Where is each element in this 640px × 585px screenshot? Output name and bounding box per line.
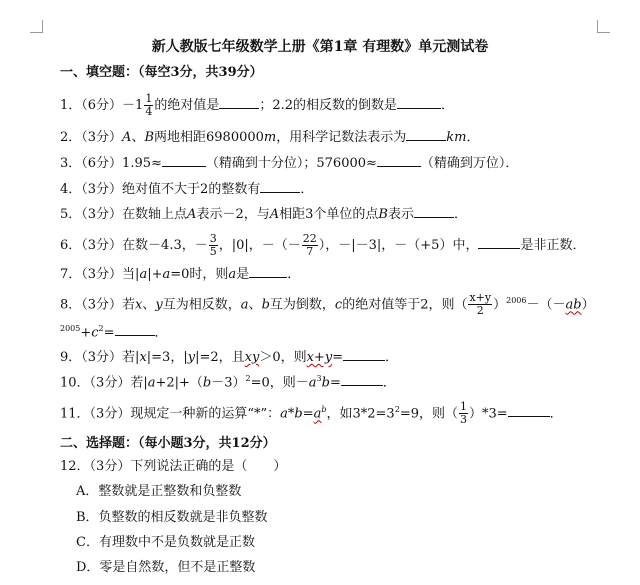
crop-mark-top-left xyxy=(30,20,43,33)
option-b[interactable]: B．负整数的相反数就是非负整数 xyxy=(76,510,268,525)
question-5: 5．（3分）在数轴上点A表示－2，与A相距3个单位的点B表示 ． xyxy=(60,203,612,224)
question-11: 11．（3分）现规定一种新的运算“*”：$a*b=a^b$，如$3*2=3^2=9$，则（ $\frac{1}{3}$ ）*3= ． xyxy=(60,400,563,427)
document-title: 新人教版七年级数学上册《第1章 有理数》单元测试卷 xyxy=(151,39,489,55)
section-choice-heading: 二、选择题：（每小题3分，共12分） xyxy=(60,436,276,451)
answer-blank[interactable] xyxy=(397,94,441,109)
fraction-q6-a: $\frac{3}{5}$ xyxy=(209,232,217,258)
question-12: 12．（3分）下列说法正确的是（ ） xyxy=(60,459,287,474)
option-a[interactable]: A．整数就是正整数和负整数 xyxy=(76,484,242,499)
question-1: 1．（6分）－1 $\frac{1}{4}$ 的绝对值是 ；2.2的相反数的倒数是 ． xyxy=(60,92,455,118)
fraction-q1: $\frac{1}{4}$ xyxy=(145,92,153,118)
answer-blank[interactable] xyxy=(219,94,259,109)
answer-blank[interactable] xyxy=(115,321,155,336)
answer-blank[interactable] xyxy=(478,234,520,249)
question-8: 8．（3分）若x、y互为相反数，a、b互为倒数，c的绝对值等于2，则（ $\frac{x+y}{2}$ ）$^{2006}$－（－ab） xyxy=(60,291,595,318)
answer-blank[interactable] xyxy=(377,152,421,167)
question-9: 9．（3分）若|x|=3，|y|=2，且xy＞0，则x+y= ． xyxy=(60,346,612,367)
section-fill-in-heading: 一、填空题：（每空3分，共39分） xyxy=(60,65,263,80)
question-4: 4．（3分）绝对值不大于2的整数有 ． xyxy=(60,178,612,199)
option-c[interactable]: C．有理数中不是负数就是正数 xyxy=(76,535,255,550)
answer-blank[interactable] xyxy=(508,402,550,417)
question-3: 3．（6分）1.95≈ （精确到十分位）；576000≈ （精确到万位）． xyxy=(60,152,612,173)
option-d[interactable]: D．零是自然数，但不是正整数 xyxy=(76,560,256,575)
answer-blank[interactable] xyxy=(406,126,446,141)
answer-blank[interactable] xyxy=(260,178,300,193)
fraction-q6-b: $\frac{22}{7}$ xyxy=(302,232,317,258)
question-8-continued: $^{2005}+c^2=$ ． xyxy=(60,320,612,342)
question-10: 10．（3分）若$|a+2|+(b-3)^2=0$，则$-a^3b=$ ． xyxy=(60,370,612,392)
answer-blank[interactable] xyxy=(341,371,383,386)
question-6: 6．（3分）在数－4.3，－ $\frac{3}{5}$ ，|0|，－（－ $\frac{22}{7}$ ），－|－3|，－（+5）中， 是非正数． xyxy=(60,232,586,258)
answer-blank[interactable] xyxy=(162,152,206,167)
fraction-q11: $\frac{1}{3}$ xyxy=(459,400,467,427)
crop-mark-top-right xyxy=(597,20,610,33)
question-7: 7．（3分）当|a|+a=0时，则a是 ． xyxy=(60,263,612,284)
answer-blank[interactable] xyxy=(414,203,454,218)
answer-blank[interactable] xyxy=(249,263,287,278)
answer-blank[interactable] xyxy=(343,346,385,361)
fraction-q8: $\frac{x+y}{2}$ xyxy=(469,291,492,318)
question-2: 2．（3分）A、B两地相距6980000m，用科学记数法表示为 km． xyxy=(60,126,612,147)
